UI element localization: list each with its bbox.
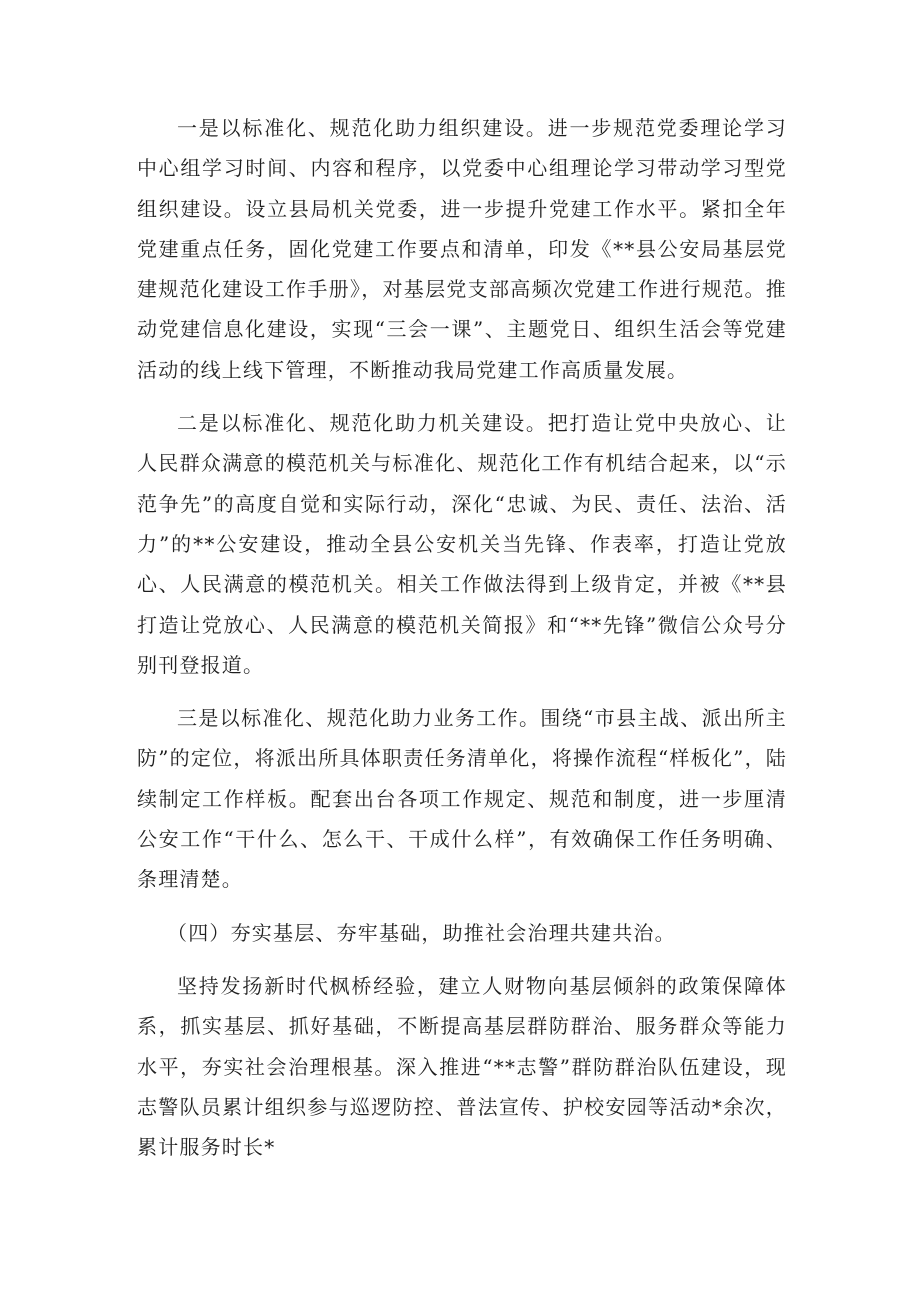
paragraph-social-governance: 坚持发扬新时代枫桥经验，建立人财物向基层倾斜的政策保障体系，抓实基层、抓好基础，不断提高基层群防群治、服务群众等能力水平，夯实社会治理根基。深入推进“**志警”群防群治队伍建设，现志警队员累计组织参与巡逻防控、普法宣传、护校安园等活动*余次，累计服务时长* (137, 973, 787, 1160)
paragraph-agency-building: 二是以标准化、规范化助力机关建设。把打造让党中央放心、让人民群众满意的模范机关与标准化、规范化工作有机结合起来，以“示范争先”的高度自觉和实际行动，深化“忠诚、为民、责任、法治、活力”的**公安建设，推动全县公安机关当先锋、作表率，打造让党放心、人民满意的模范机关。相关工作做法得到上级肯定，并被《**县打造让党放心、人民满意的模范机关简报》和“**先锋”微信公众号分别刊登报道。 (137, 411, 787, 677)
document-body (137, 108, 787, 1180)
section-heading: （四）夯实基层、夯牢基础，助推社会治理共建共治。 (167, 920, 676, 945)
paragraph-organization-building: 一是以标准化、规范化助力组织建设。进一步规范党委理论学习中心组学习时间、内容和程序，以党委中心组理论学习带动学习型党组织建设。设立县局机关党委，进一步提升党建工作水平。紧扣全年党建重点任务，固化党建工作要点和清单，印发《**县公安局基层党建规范化建设工作手册》，对基层党支部高频次党建工作进行规范。推动党建信息化建设，实现“三会一课”、主题党日、组织生活会等党建活动的线上线下管理，不断推动我局党建工作高质量发展。 (137, 116, 787, 382)
paragraph-business-work: 三是以标准化、规范化助力业务工作。围绕“市县主战、派出所主防”的定位，将派出所具体职责任务清单化，将操作流程“样板化”，陆续制定工作样板。配套出台各项工作规定、规范和制度，进一步厘清公安工作“干什么、怎么干、干成什么样”，有效确保工作任务明确、条理清楚。 (137, 706, 787, 892)
